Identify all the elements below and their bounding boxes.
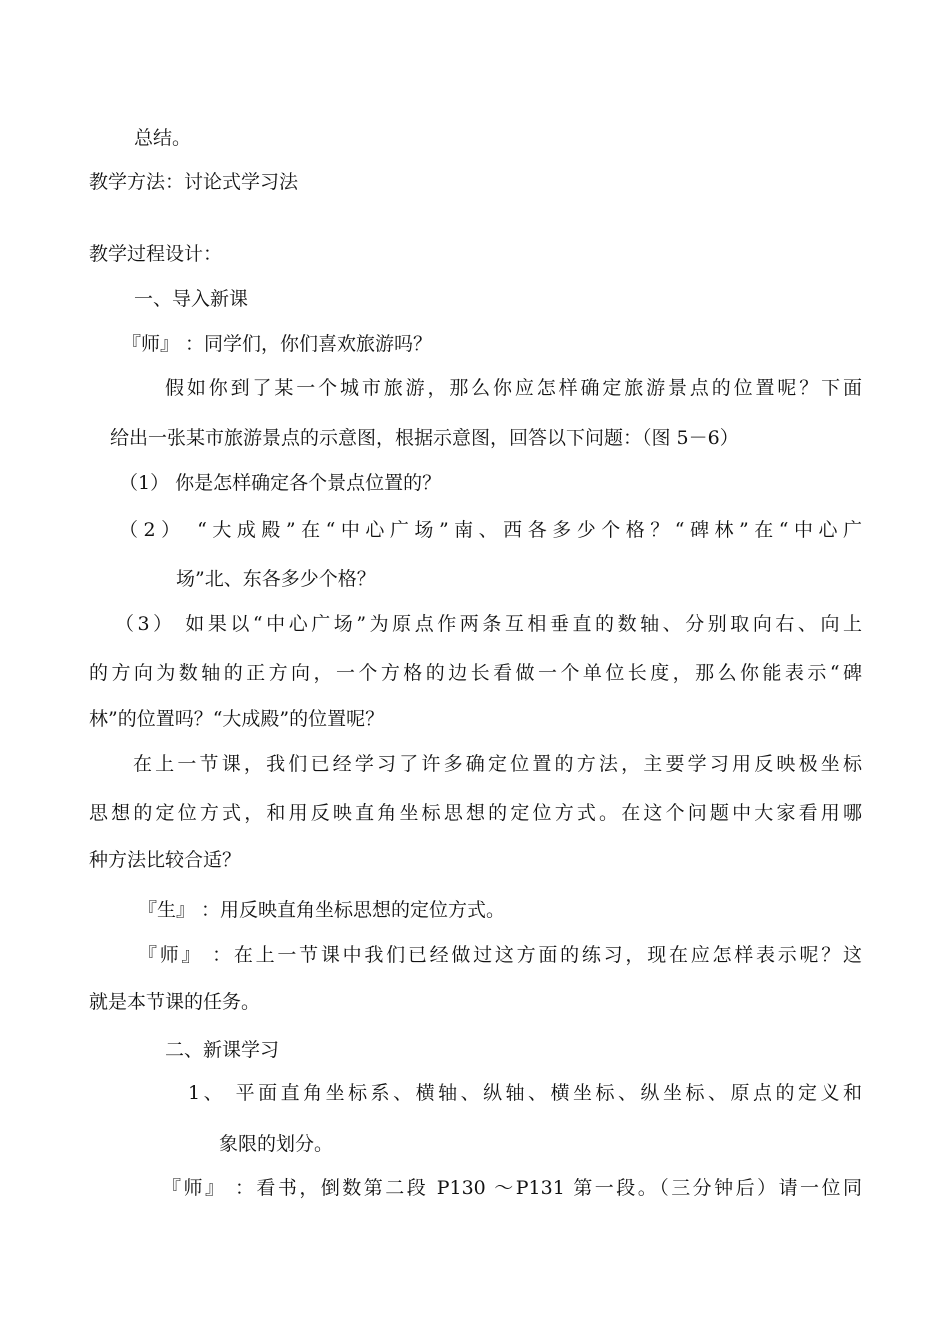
dialogue-line: 『师』 ：看书，倒数第二段 P130 ～P131 第一段。（三分钟后）请一位同 <box>162 1177 862 1199</box>
question-item: （1） 你是怎样确定各个景点位置的？ <box>119 472 442 494</box>
text-line: 种方法比较合适？ <box>89 849 242 871</box>
text-line: 的方向为数轴的正方向，一个方格的边长看做一个单位长度，那么你能表示“碑 <box>89 662 862 684</box>
text-line: 思想的定位方式，和用反映直角坐标思想的定位方式。在这个问题中大家看用哪 <box>89 802 862 824</box>
question-item: 场”北、东各多少个格？ <box>176 568 376 590</box>
text-line: 假如你到了某一个城市旅游，那么你应怎样确定旅游景点的位置呢？下面 <box>165 377 862 399</box>
text-line: 给出一张某市旅游景点的示意图，根据示意图，回答以下问题：（图 5－6） <box>110 427 739 449</box>
list-item: 象限的划分。 <box>219 1133 334 1155</box>
dialogue-line: 『生』 ：用反映直角坐标思想的定位方式。 <box>138 899 506 921</box>
dialogue-line: 『师』 ：在上一节课中我们已经做过这方面的练习，现在应怎样表示呢？这 <box>138 944 862 966</box>
text-line: 总结。 <box>134 127 192 149</box>
dialogue-line: 『师』 ：同学们，你们喜欢旅游吗？ <box>122 333 433 355</box>
text-line: 林”的位置吗？“大成殿”的位置呢？ <box>89 708 385 730</box>
text-line: 在上一节课，我们已经学习了许多确定位置的方法，主要学习用反映极坐标 <box>133 753 862 775</box>
section-heading: 二、新课学习 <box>165 1039 280 1061</box>
text-line: 教学方法：讨论式学习法 <box>89 171 299 193</box>
question-item: （2） “大成殿”在“中心广场”南、西各多少个格？“碑林”在“中心广 <box>119 519 862 541</box>
text-line: 就是本节课的任务。 <box>89 991 261 1013</box>
question-item: （3） 如果以“中心广场”为原点作两条互相垂直的数轴、分别取向右、向上 <box>115 613 862 635</box>
list-item: 1、 平面直角坐标系、横轴、纵轴、横坐标、纵坐标、原点的定义和 <box>188 1082 862 1104</box>
section-heading: 教学过程设计： <box>89 243 223 265</box>
section-heading: 一、导入新课 <box>134 288 249 310</box>
